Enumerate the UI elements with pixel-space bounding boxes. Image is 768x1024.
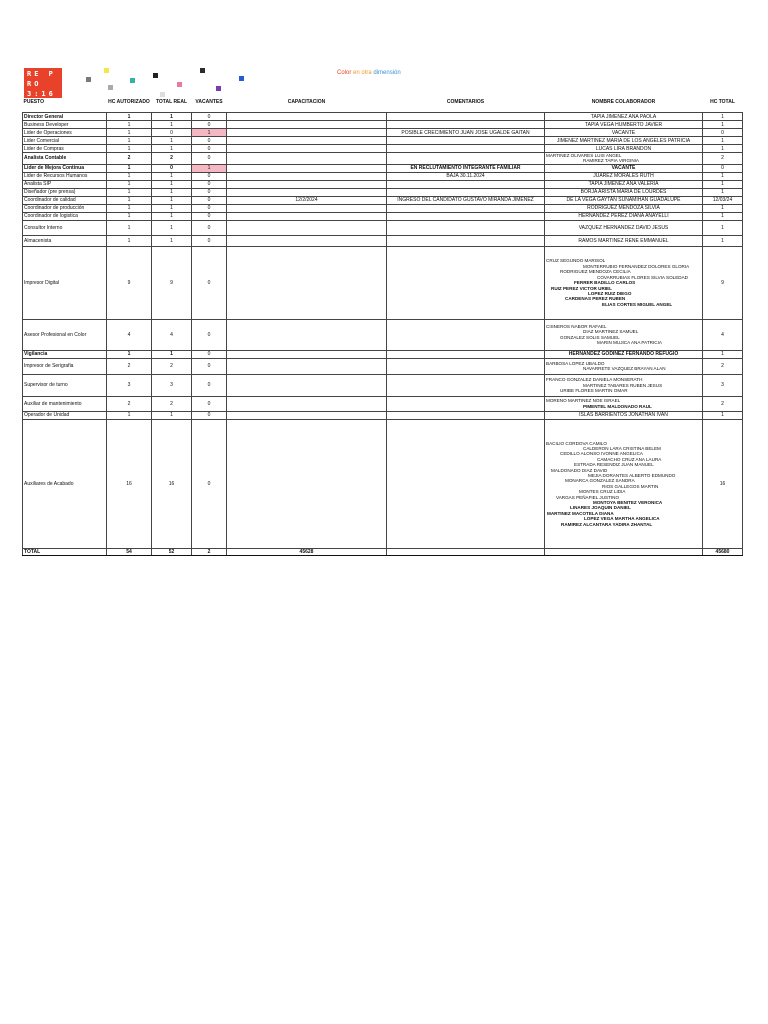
- puesto-cell: Operador de Unidad: [23, 411, 107, 419]
- vacantes-cell: 0: [192, 350, 227, 358]
- colaborador-cell: [545, 419, 703, 548]
- puesto-cell: Lider de Operaciones: [23, 129, 107, 137]
- comentarios-cell: BAJA 30.11.2024: [387, 172, 545, 180]
- colaborador-name: FERRER BADILLO CARLOS: [574, 280, 636, 286]
- colaborador-name: RAMIREZ ALCANTARA YADIRA ZHANTAL: [561, 521, 653, 527]
- total-vacantes: 2: [192, 548, 227, 555]
- decor-square: [153, 73, 158, 78]
- total-real-cell: 1: [152, 212, 192, 220]
- capacitacion-cell: [227, 212, 387, 220]
- colaborador-name: MONARCA GONZALEZ SANDRA: [565, 478, 635, 484]
- hc-total-cell: 1: [703, 172, 743, 180]
- colaborador-name: CRUZ SEGUNDO MARISOL: [546, 258, 606, 264]
- comentarios-cell: [387, 396, 545, 411]
- puesto-cell: Coordinador de producción: [23, 204, 107, 212]
- vacantes-cell: 0: [192, 212, 227, 220]
- puesto-cell: Almacenista: [23, 235, 107, 246]
- colaborador-cell: RAMOS MARTINEZ RENE EMMANUEL: [545, 235, 703, 246]
- totals-row: [23, 548, 743, 555]
- col-nombre-colaborador: NOMBRE COLABORADOR: [591, 98, 656, 105]
- colaborador-name: MONTERRUBIO FERNANDEZ DOLORES GLORIA: [583, 263, 690, 269]
- capacitacion-cell: [227, 188, 387, 196]
- table-row: [23, 172, 743, 180]
- table-row: [23, 164, 743, 172]
- total-real-cell: 1: [152, 411, 192, 419]
- decor-square: [108, 85, 113, 90]
- hc-total-cell: 1: [703, 235, 743, 246]
- vacantes-cell: 0: [192, 188, 227, 196]
- table-row: [23, 180, 743, 188]
- hc-autorizado-cell: 1: [107, 411, 152, 419]
- colaborador-name: BACILIO CORDOVA CAMILO: [546, 440, 607, 446]
- table-row: [23, 196, 743, 204]
- colaborador-cell: VAZQUEZ HERNANDEZ DAVID JESUS: [545, 220, 703, 235]
- hc-autorizado-cell: 1: [107, 164, 152, 172]
- hc-autorizado-cell: 1: [107, 180, 152, 188]
- table-row: [23, 246, 743, 319]
- puesto-cell: Diseñador (pre prensa): [23, 188, 107, 196]
- total-real: 52: [152, 548, 192, 555]
- colaborador-cell: [545, 246, 703, 319]
- hc-autorizado-cell: 2: [107, 358, 152, 374]
- comentarios-cell: [387, 235, 545, 246]
- total-real-cell: 1: [152, 204, 192, 212]
- colaborador-cell: TAPIA VEGA HUMBERTO JAVIER: [545, 121, 703, 129]
- colaborador-name: RODRIGUEZ MENDOZA CECILIA: [560, 269, 631, 275]
- capacitacion-cell: [227, 358, 387, 374]
- comentarios-cell: [387, 358, 545, 374]
- colaborador-name: CAMACHO CRUZ ANA LAURA: [597, 456, 662, 462]
- header-row: [23, 96, 743, 107]
- total-colaborador: [545, 548, 703, 555]
- table-row: [23, 137, 743, 145]
- colaborador-name: CALDERON LARA CRISTINA BELEM: [583, 445, 661, 451]
- comentarios-cell: [387, 113, 545, 121]
- hc-autorizado-cell: 1: [107, 137, 152, 145]
- hc-total-cell: 1: [703, 180, 743, 188]
- vacantes-cell: 0: [192, 396, 227, 411]
- comentarios-cell: [387, 145, 545, 153]
- total-real-cell: 1: [152, 188, 192, 196]
- total-real-cell: 1: [152, 145, 192, 153]
- puesto-cell: Coordinador de logistica: [23, 212, 107, 220]
- hc-autorizado-cell: 1: [107, 196, 152, 204]
- puesto-cell: Coordinador de calidad: [23, 196, 107, 204]
- colaborador-name: CEDILLO ALONSO IVONNE ANGELICA: [560, 451, 643, 457]
- decor-square: [130, 78, 135, 83]
- colaborador-name: ELIAS CORTES MIGUEL ANGEL: [602, 301, 673, 307]
- decor-square: [177, 82, 182, 87]
- total-real-cell: 0: [152, 164, 192, 172]
- total-real-cell: 3: [152, 374, 192, 396]
- table-row: [23, 374, 743, 396]
- total-real-cell: 2: [152, 153, 192, 165]
- vacantes-cell: 0: [192, 204, 227, 212]
- comentarios-cell: [387, 188, 545, 196]
- hc-total-cell: 1: [703, 350, 743, 358]
- colaborador-name: GONZALEZ SOLIS SAMUEL: [560, 334, 620, 340]
- table-row: [23, 358, 743, 374]
- table-row: [23, 212, 743, 220]
- comentarios-cell: [387, 374, 545, 396]
- hc-total-cell: 3: [703, 374, 743, 396]
- colaborador-name: ESTRADA RESENDIZ JUAN MANUEL: [574, 462, 654, 468]
- hc-autorizado-cell: 4: [107, 319, 152, 350]
- vacantes-cell: 0: [192, 246, 227, 319]
- comentarios-cell: [387, 204, 545, 212]
- comentarios-cell: [387, 246, 545, 319]
- colaborador-name: CISNEROS NABOR RAFAEL: [546, 324, 607, 329]
- colaborador-name: DIAZ MARTINEZ SAMUEL: [583, 329, 639, 335]
- hc-autorizado-cell: 2: [107, 153, 152, 165]
- capacitacion-cell: [227, 396, 387, 411]
- vacantes-cell: 0: [192, 235, 227, 246]
- capacitacion-cell: [227, 129, 387, 137]
- hc-autorizado-cell: 1: [107, 220, 152, 235]
- colaborador-cell: DE LA VEGA GAYTAN SUNAMIHAN GUADALUPE: [545, 196, 703, 204]
- comentarios-cell: [387, 180, 545, 188]
- puesto-cell: Asesor Profesional en Color: [23, 319, 107, 350]
- colaborador-name: MONTOYA BENITEZ VERONICA: [593, 500, 663, 506]
- puesto-cell: Impresor de Serigrafia: [23, 358, 107, 374]
- vacantes-cell: 0: [192, 172, 227, 180]
- vacantes-cell: 0: [192, 145, 227, 153]
- capacitacion-cell: [227, 235, 387, 246]
- colaborador-name: COVARRUBIAS FLORES SILVIA SOLEDAD: [597, 274, 688, 280]
- table-row: [23, 396, 743, 411]
- col-puesto: PUESTO: [23, 98, 44, 105]
- capacitacion-cell: [227, 319, 387, 350]
- total-real-cell: 16: [152, 419, 192, 548]
- col-vacantes: VACANTES: [195, 98, 223, 105]
- comentarios-cell: [387, 212, 545, 220]
- total-real-cell: 1: [152, 350, 192, 358]
- hc-autorizado-cell: 1: [107, 145, 152, 153]
- capacitacion-cell: [227, 137, 387, 145]
- hc-autorizado-cell: 1: [107, 212, 152, 220]
- vacantes-cell: 0: [192, 113, 227, 121]
- colaborador-name: MALDONADO DIAZ DAVID: [551, 467, 608, 473]
- colaborador-name: FRANCO GONZALEZ DANIELA MONSERATH: [546, 377, 643, 383]
- colaborador-cell: [545, 374, 703, 396]
- col-capacitacion: CAPACITACION: [287, 98, 326, 105]
- comentarios-cell: [387, 121, 545, 129]
- comentarios-cell: POSIBLE CRECIMIENTO JUAN JOSE UGALDE GAITAN: [387, 129, 545, 137]
- vacantes-cell: 0: [192, 419, 227, 548]
- capacitacion-cell: [227, 374, 387, 396]
- capacitacion-cell: [227, 145, 387, 153]
- company-logo: [24, 68, 62, 98]
- vacantes-cell: 0: [192, 358, 227, 374]
- comentarios-cell: [387, 319, 545, 350]
- table-row: [23, 411, 743, 419]
- company-tagline: Color en otra dimensión: [337, 70, 401, 76]
- colaborador-cell: [545, 358, 703, 374]
- table-row: [23, 350, 743, 358]
- puesto-cell: Auxiliares de Acabado: [23, 419, 107, 548]
- total-real-cell: 1: [152, 121, 192, 129]
- hc-total-cell: 4: [703, 319, 743, 350]
- colaborador-cell: TAPIA JIMENEZ ANA PAOLA: [545, 113, 703, 121]
- hc-total-cell: 1: [703, 113, 743, 121]
- table-row: [23, 145, 743, 153]
- hc-total-cell: 1: [703, 220, 743, 235]
- capacitacion-cell: [227, 419, 387, 548]
- hc-autorizado-cell: 1: [107, 235, 152, 246]
- decor-square: [104, 68, 109, 73]
- capacitacion-cell: [227, 411, 387, 419]
- colaborador-name: MORENO MARTINEZ NOE ISRAEL: [546, 398, 621, 404]
- comentarios-cell: [387, 153, 545, 165]
- hc-autorizado-cell: 16: [107, 419, 152, 548]
- table-row: [23, 235, 743, 246]
- puesto-cell: Business Developer: [23, 121, 107, 129]
- colaborador-name: RAMIREZ TAPIA VIRGINIA: [583, 158, 639, 164]
- hc-total-cell: 12/03/24: [703, 196, 743, 204]
- comentarios-cell: [387, 350, 545, 358]
- total-hc-total: 45680: [703, 548, 743, 555]
- hc-total-cell: 1: [703, 137, 743, 145]
- colaborador-cell: BORJA ARISTA MARIA DE LOURDES: [545, 188, 703, 196]
- colaborador-cell: HERNANDEZ GODINEZ FERNANDO REFUGIO: [545, 350, 703, 358]
- total-real-cell: 1: [152, 113, 192, 121]
- staffing-table: [22, 96, 743, 556]
- hc-autorizado-cell: 1: [107, 188, 152, 196]
- colaborador-name: MONTES CRUZ LIDIA: [579, 489, 626, 495]
- puesto-cell: Analista Contable: [23, 153, 107, 165]
- puesto-cell: Director General: [23, 113, 107, 121]
- vacantes-cell: 0: [192, 137, 227, 145]
- capacitacion-cell: 12/2/2024: [227, 196, 387, 204]
- total-real-cell: 0: [152, 129, 192, 137]
- hc-autorizado-cell: 1: [107, 129, 152, 137]
- puesto-cell: Vigilancia: [23, 350, 107, 358]
- hc-autorizado-cell: 1: [107, 121, 152, 129]
- puesto-cell: Lider de Compras: [23, 145, 107, 153]
- total-comentarios: [387, 548, 545, 555]
- colaborador-name: VARGAS PEÑAFIEL JUSTINO: [556, 494, 620, 500]
- total-real-cell: 1: [152, 196, 192, 204]
- colaborador-name: LOPEZ RUIZ DIEGO: [588, 290, 632, 296]
- hc-autorizado-cell: 1: [107, 113, 152, 121]
- colaborador-name: NAVARRETE VAZQUEZ BRAYAN ALAN: [583, 366, 666, 372]
- comentarios-cell: [387, 220, 545, 235]
- total-real-cell: 1: [152, 180, 192, 188]
- table-row: [23, 188, 743, 196]
- decor-square: [239, 76, 244, 81]
- colaborador-name: RUIZ PEREZ VICTOR URIEL: [551, 285, 612, 291]
- hc-total-cell: 0: [703, 164, 743, 172]
- capacitacion-cell: [227, 350, 387, 358]
- capacitacion-cell: [227, 164, 387, 172]
- total-real-cell: 4: [152, 319, 192, 350]
- table-row: [23, 220, 743, 235]
- col-total-real: TOTAL REAL: [155, 98, 188, 105]
- total-capacitacion: 45628: [227, 548, 387, 555]
- colaborador-cell: RODRIGUEZ MENDOZA SILVIA: [545, 204, 703, 212]
- colaborador-cell: ISLAS BARRIENTOS JONATHAN IVAN: [545, 411, 703, 419]
- puesto-cell: Consultor Interno: [23, 220, 107, 235]
- colaborador-name: MARIN MUJICA ANA PATRICIA: [597, 340, 662, 346]
- colaborador-cell: HERNANDEZ PEREZ DIANA ANAYELLI: [545, 212, 703, 220]
- total-real-cell: 1: [152, 137, 192, 145]
- hc-total-cell: 1: [703, 188, 743, 196]
- hc-autorizado-cell: 2: [107, 396, 152, 411]
- total-real-cell: 1: [152, 172, 192, 180]
- colaborador-name: MEJIA DORANTES ALBERTO EDMUNDO: [588, 473, 676, 478]
- total-real-cell: 2: [152, 396, 192, 411]
- total-real-cell: 2: [152, 358, 192, 374]
- total-real-cell: 1: [152, 220, 192, 235]
- colaborador-name: PIMENTEL MALDONADO RAUL: [583, 403, 652, 409]
- colaborador-cell: LUCAS LIRA BRANDON: [545, 145, 703, 153]
- capacitacion-cell: [227, 153, 387, 165]
- hc-autorizado-cell: 9: [107, 246, 152, 319]
- col-hc-total: HC TOTAL: [710, 98, 735, 105]
- vacantes-cell: 1: [192, 164, 227, 172]
- vacantes-cell: 0: [192, 220, 227, 235]
- decor-square: [200, 68, 205, 73]
- colaborador-name: CARDENAS PEREZ RUBEN: [565, 296, 626, 302]
- colaborador-name: LOPEZ VEGA MARTHA ANGELICA: [584, 516, 660, 522]
- vacantes-cell: 0: [192, 374, 227, 396]
- colaborador-name: MARTINEZ MACOTELA DIANA: [547, 510, 614, 516]
- colaborador-name: URIBE FLORES MARTIN OMAR: [560, 388, 628, 394]
- table-row: [23, 204, 743, 212]
- total-hc-autorizado: 54: [107, 548, 152, 555]
- puesto-cell: Lider Comercial: [23, 137, 107, 145]
- vacantes-cell: 0: [192, 411, 227, 419]
- hc-total-cell: 1: [703, 121, 743, 129]
- table-row: [23, 129, 743, 137]
- colaborador-cell: JUAREZ MORALES RUTH: [545, 172, 703, 180]
- colaborador-cell: [545, 396, 703, 411]
- comentarios-cell: EN RECLUTAMIENTO INTEGRANTE FAMILIAR: [387, 164, 545, 172]
- capacitacion-cell: [227, 121, 387, 129]
- logo-text: RE PRO 3:16: [27, 70, 56, 98]
- total-label: TOTAL: [23, 548, 107, 555]
- capacitacion-cell: [227, 180, 387, 188]
- hc-total-cell: 2: [703, 358, 743, 374]
- puesto-cell: Supervisor de turno: [23, 374, 107, 396]
- decor-square: [216, 86, 221, 91]
- hc-total-cell: 1: [703, 145, 743, 153]
- total-real-cell: 9: [152, 246, 192, 319]
- comentarios-cell: [387, 419, 545, 548]
- colaborador-cell: [545, 319, 703, 350]
- capacitacion-cell: [227, 204, 387, 212]
- comentarios-cell: INGRESO DEL CANDIDATO GUSTAVO MIRANDA JIMENEZ: [387, 196, 545, 204]
- col-comentarios: COMENTARIOS: [446, 98, 485, 105]
- colaborador-cell: VACANTE: [545, 164, 703, 172]
- puesto-cell: Analista SIP: [23, 180, 107, 188]
- total-real-cell: 1: [152, 235, 192, 246]
- vacantes-cell: 0: [192, 153, 227, 165]
- colaborador-name: RIOS GALLEGOS MARTIN: [602, 483, 659, 489]
- hc-autorizado-cell: 1: [107, 204, 152, 212]
- colaborador-cell: TAPIA JIMENEZ ANA VALERIA: [545, 180, 703, 188]
- hc-total-cell: 1: [703, 204, 743, 212]
- hc-total-cell: 2: [703, 396, 743, 411]
- vacantes-cell: 0: [192, 196, 227, 204]
- comentarios-cell: [387, 137, 545, 145]
- colaborador-name: LINARES JOAQUIN DANIEL: [570, 505, 631, 511]
- colaborador-name: MARTINEZ TABARES RUBEN JESUS: [583, 382, 663, 388]
- hc-total-cell: 16: [703, 419, 743, 548]
- colaborador-name: BARBOSA LOPEZ UBALDO: [546, 360, 605, 366]
- hc-total-cell: 1: [703, 411, 743, 419]
- hc-total-cell: 0: [703, 129, 743, 137]
- capacitacion-cell: [227, 172, 387, 180]
- comentarios-cell: [387, 411, 545, 419]
- capacitacion-cell: [227, 113, 387, 121]
- colaborador-name: MARTINEZ OLIVARES LUIS ANGEL: [546, 153, 622, 158]
- table-row: [23, 113, 743, 121]
- vacantes-cell: 0: [192, 121, 227, 129]
- hc-autorizado-cell: 3: [107, 374, 152, 396]
- hc-total-cell: 2: [703, 153, 743, 165]
- table-row: [23, 319, 743, 350]
- hc-total-cell: 9: [703, 246, 743, 319]
- vacantes-cell: 1: [192, 129, 227, 137]
- hc-autorizado-cell: 1: [107, 350, 152, 358]
- capacitacion-cell: [227, 246, 387, 319]
- vacantes-cell: 0: [192, 180, 227, 188]
- puesto-cell: Impresor Digital: [23, 246, 107, 319]
- colaborador-cell: VACANTE: [545, 129, 703, 137]
- table-row: [23, 121, 743, 129]
- col-hc-autorizado: HC AUTORIZADO: [108, 98, 150, 105]
- vacantes-cell: 0: [192, 319, 227, 350]
- colaborador-cell: [545, 153, 703, 165]
- hc-autorizado-cell: 1: [107, 172, 152, 180]
- puesto-cell: Auxiliar de mantenimiento: [23, 396, 107, 411]
- decor-square: [86, 77, 91, 82]
- hc-total-cell: 1: [703, 212, 743, 220]
- capacitacion-cell: [227, 220, 387, 235]
- puesto-cell: Lider de Recursos Humanos: [23, 172, 107, 180]
- table-row: [23, 153, 743, 165]
- puesto-cell: Lider de Mejora Continua: [23, 164, 107, 172]
- table-row: [23, 419, 743, 548]
- colaborador-cell: JIMENEZ MARTINEZ MARIA DE LOS ANGELES PATRICIA: [545, 137, 703, 145]
